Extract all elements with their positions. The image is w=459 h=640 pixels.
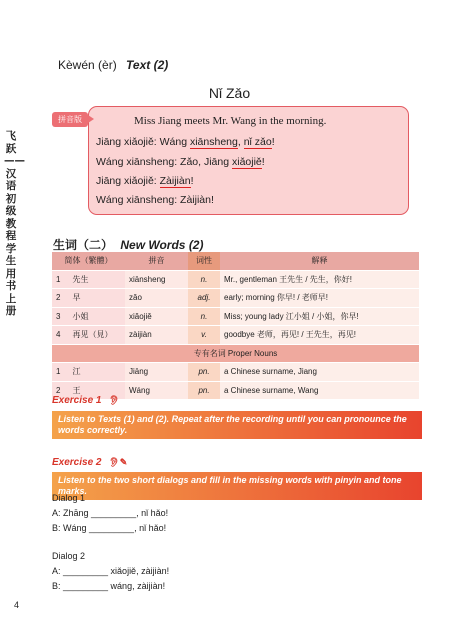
proper-nouns-heading-row <box>52 344 419 363</box>
dialog2-line-b: B: _________ wáng, zàijiàn! <box>52 581 166 591</box>
row-number: 2 <box>56 385 61 395</box>
text-segment: Wáng xiānsheng: Zǎo, Jiāng <box>96 156 232 168</box>
vocab-char <box>52 289 125 308</box>
exercise1-title: Exercise 1 <box>52 395 102 406</box>
word: 再见（見） <box>72 330 113 340</box>
vocab-char <box>52 326 125 345</box>
exercise2-instruction: Listen to the two short dialogs and fill in the missing words with pinyin and tone marks. <box>52 472 422 500</box>
header-characters: 简体（繁體） <box>52 252 125 270</box>
row-number: 3 <box>56 311 61 321</box>
vocab-pinyin: zǎo <box>125 289 188 308</box>
word: 早 <box>72 293 81 303</box>
table-row <box>52 363 419 382</box>
exercise2-heading <box>52 457 127 468</box>
text-line-2 <box>96 156 265 168</box>
vocab-pos: adj. <box>188 289 220 308</box>
exercise2-title: Exercise 2 <box>52 457 102 468</box>
text-segment: Wáng xiānsheng: Zàijiàn! <box>96 194 214 206</box>
underlined-word: Zàijiàn <box>159 175 191 187</box>
vocab-char <box>52 307 125 326</box>
vocab-pinyin: Jiāng <box>125 363 188 382</box>
text-segment: Jiāng xiǎojiě: <box>96 175 160 187</box>
underlined-word: xiānsheng <box>189 136 238 148</box>
table-row <box>52 326 419 345</box>
vocab-gloss: a Chinese surname, Wang <box>220 381 419 400</box>
vocab-heading-english: New Words (2) <box>120 238 204 252</box>
header-pos: 词性 <box>188 252 220 270</box>
section-header-english: Text (2) <box>126 58 169 72</box>
text-segment: , <box>237 136 244 148</box>
proper-nouns-heading: 专有名词 Proper Nouns <box>52 344 419 363</box>
row-number: 1 <box>56 367 61 377</box>
exercise1-heading <box>52 395 120 406</box>
vocab-pos: pn. <box>188 381 220 400</box>
table-row <box>52 307 419 326</box>
row-number: 1 <box>56 274 61 284</box>
vocab-pos: n. <box>188 307 220 326</box>
word: 王 <box>72 385 81 395</box>
vocab-gloss: a Chinese surname, Jiang <box>220 363 419 382</box>
text-line-4 <box>96 194 214 206</box>
table-row <box>52 289 419 308</box>
word: 小姐 <box>72 311 89 321</box>
header-pinyin: 拼音 <box>125 252 188 270</box>
section-header-pinyin: Kèwén (èr) <box>58 58 117 72</box>
text-segment: ! <box>190 175 194 187</box>
vocab-gloss: Miss; young lady 江小姐 / 小姐，你早! <box>220 307 419 326</box>
exercise1-instruction: Listen to Texts (1) and (2). Repeat after the recording until you can pronounce the words correctly. <box>52 411 422 439</box>
vocab-heading <box>53 236 203 253</box>
dialog1-line-a: A: Zhāng _________, nǐ hǎo! <box>52 508 169 518</box>
text-segment: Jiāng xiǎojiě: Wáng <box>96 136 190 148</box>
vocab-pinyin: xiānsheng <box>125 270 188 289</box>
word: 先生 <box>72 274 89 284</box>
vocab-pinyin: xiǎojiě <box>125 307 188 326</box>
vocab-char <box>52 363 125 382</box>
page-number: 4 <box>14 600 20 610</box>
vocab-table <box>52 252 419 400</box>
dialog1-line-b: B: Wáng _________, nǐ hǎo! <box>52 523 167 533</box>
underlined-word: xiǎojiě <box>232 156 262 168</box>
dialog2-title: Dialog 2 <box>52 551 86 561</box>
section-header <box>58 58 168 72</box>
table-row <box>52 270 419 289</box>
book-spine-title: 飞跃——汉语初级教程学生用书 上册 <box>4 130 25 317</box>
word: 江 <box>72 367 81 377</box>
ear-icon: 👂︎ <box>108 395 120 405</box>
vocab-gloss: early; morning 你早! / 老师早! <box>220 289 419 308</box>
pinyin-version-tag: 拼音版 <box>52 112 88 127</box>
header-gloss: 解释 <box>220 252 419 270</box>
row-number: 2 <box>56 293 61 303</box>
underlined-word: nǐ zǎo <box>243 136 272 148</box>
vocab-pos: n. <box>188 270 220 289</box>
text-line-1 <box>96 136 275 148</box>
vocab-char <box>52 270 125 289</box>
dialog1-title: Dialog 1 <box>52 493 86 503</box>
vocab-pos: pn. <box>188 363 220 382</box>
dialog2-line-a: A: _________ xiǎojiě, zàijiàn! <box>52 566 170 576</box>
vocab-gloss: goodbye 老师，再见! / 王先生，再见! <box>220 326 419 345</box>
text-title: Nǐ Zǎo <box>208 85 251 101</box>
vocab-pinyin: Wáng <box>125 381 188 400</box>
vocab-heading-chinese: 生词（二） <box>53 238 114 252</box>
vocab-table-header <box>52 252 419 270</box>
text-segment: ! <box>261 156 265 168</box>
vocab-pos: v. <box>188 326 220 345</box>
row-number: 4 <box>56 330 61 340</box>
text-description: Miss Jiang meets Mr. Wang in the morning. <box>134 115 327 127</box>
vocab-gloss: Mr., gentleman 王先生 / 先生，你好! <box>220 270 419 289</box>
text-segment: ! <box>271 136 275 148</box>
text-line-3 <box>96 175 193 187</box>
ear-pencil-icon: 👂︎✎ <box>108 457 128 467</box>
vocab-pinyin: zàijiàn <box>125 326 188 345</box>
